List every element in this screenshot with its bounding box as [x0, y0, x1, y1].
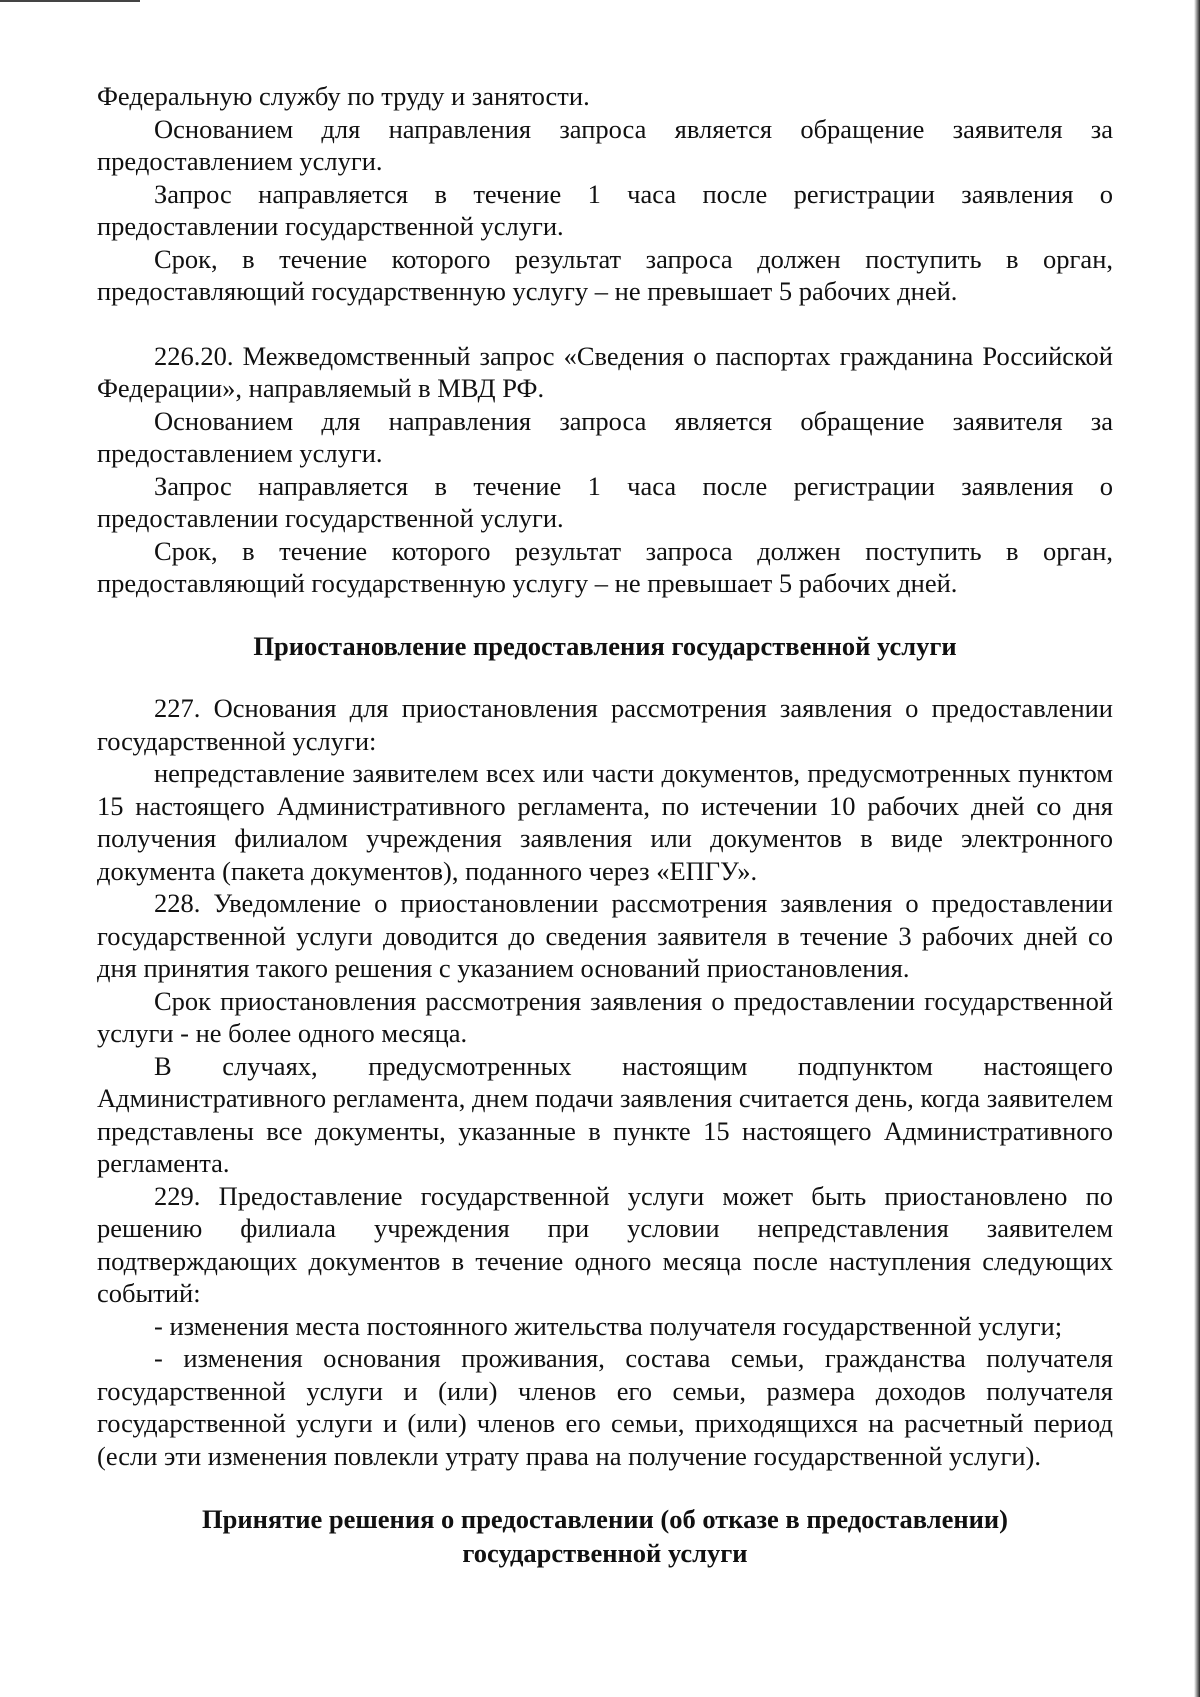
section-heading-decision-line2: государственной услуги — [462, 1538, 748, 1568]
section-heading-suspension: Приостановление предоставления государственной услуги — [253, 630, 957, 661]
list-item: - изменения основания проживания, состава семьи, гражданства получателя государственной услуги и (или) членов его семьи, размера доходов получателя государственной услуги и (или) членов его семьи, приходящихся на расчетный период (если эти изменения повлекли утрату права на получение государственной услуги). — [97, 1343, 1113, 1471]
paragraph: Срок, в течение которого результат запроса должен поступить в орган, предоставляющий государственную услугу – не превышает 5 рабочих дней. — [97, 535, 1113, 598]
paragraph: Федеральную службу по труду и занятости. — [97, 81, 590, 111]
paragraph: Запрос направляется в течение 1 часа после регистрации заявления о предоставлении государственной услуги. — [97, 470, 1113, 533]
paragraph: Основанием для направления запроса является обращение заявителя за предоставлением услуги. — [97, 405, 1113, 468]
paragraph-228: 228. Уведомление о приостановлении рассмотрения заявления о предоставлении государственной услуги доводится до сведения заявителя в течение 3 рабочих дней со дня принятия такого решения с указанием оснований приостановления. — [97, 888, 1113, 983]
scan-edge — [1194, 0, 1200, 1697]
paragraph: Основанием для направления запроса является обращение заявителя за предоставлением услуги. — [97, 113, 1113, 176]
scan-mark — [0, 0, 140, 2]
paragraph: непредставление заявителем всех или части документов, предусмотренных пунктом 15 настоящего Административного регламента, по истечении 10 рабочих дней со дня получения филиалом учреждения заявления или документов в виде электронного документа (пакета документов), поданного через «ЕПГУ». — [97, 758, 1113, 886]
paragraph-226-20: 226.20. Межведомственный запрос «Сведения о паспортах гражданина Российской Федерации», направляемый в МВД РФ. — [97, 340, 1113, 403]
paragraph: В случаях, предусмотренных настоящим подпунктом настоящего Административного регламента, днем подачи заявления считается день, когда заявителем представлены все документы, указанные в пункте 15 настоящего Административного регламента. — [97, 1050, 1113, 1178]
section-heading-decision-line1: Принятие решения о предоставлении (об отказе в предоставлении) — [202, 1504, 1008, 1534]
list-item: - изменения места постоянного жительства получателя государственной услуги; — [154, 1310, 1063, 1341]
paragraph-229: 229. Предоставление государственной услуги может быть приостановлено по решению филиала учреждения при условии непредставления заявителем подтверждающих документов в течение одного месяца после наступления следующих событий: — [97, 1180, 1113, 1308]
document-body — [97, 80, 1113, 1570]
section-heading-decision — [97, 1502, 1113, 1570]
paragraph: Срок приостановления рассмотрения заявления о предоставлении государственной услуги - не более одного месяца. — [97, 985, 1113, 1048]
paragraph: Запрос направляется в течение 1 часа после регистрации заявления о предоставлении государственной услуги. — [97, 178, 1113, 241]
paragraph-227: 227. Основания для приостановления рассмотрения заявления о предоставлении государственной услуги: — [97, 693, 1113, 756]
paragraph: Срок, в течение которого результат запроса должен поступить в орган, предоставляющий государственную услугу – не превышает 5 рабочих дней. — [97, 243, 1113, 306]
